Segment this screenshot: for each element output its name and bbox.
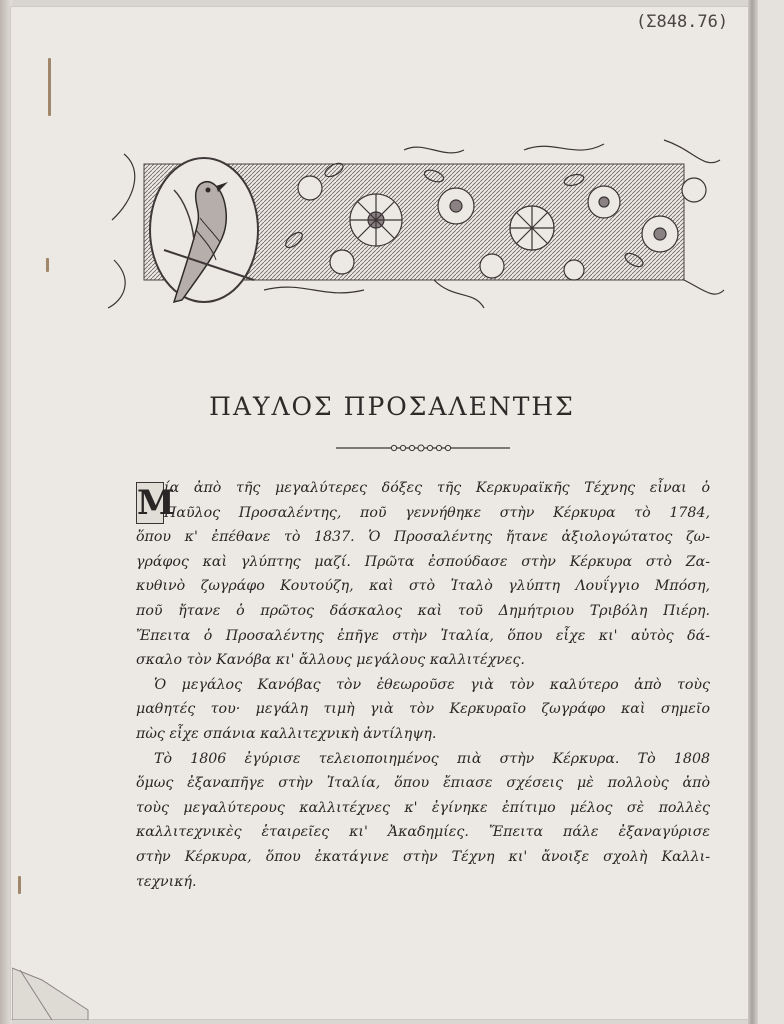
page-title: ΠΑΥΛΟΣ ΠΡΟΣΑΛΕΝΤΗΣ xyxy=(209,392,575,421)
drop-cap-initial: Μ xyxy=(137,483,175,523)
text-line: γράφος καὶ γλύπτης μαζί. Πρῶτα ἐσπούδασε στὴν Κέρκυρα στὸ Ζα- xyxy=(136,553,710,570)
text-line: μαθητές του· μεγάλη τιμὴ γιὰ τὸν Κερκυραῖο ζωγράφο καὶ σημεῖο xyxy=(136,701,710,718)
text-line: στὴν Κέρκυρα, ὅπου ἐκατάγινε στὴν Τέχνη κι' ἄνοιξε σχολὴ Καλλι- xyxy=(136,848,710,865)
staple-mark xyxy=(46,258,49,272)
text-line: ία ἀπὸ τῆς μεγαλύτερες δόξες τῆς Κερκυραϊκῆς Τέχνης εἶναι ὁ xyxy=(164,480,710,496)
paragraph-1 xyxy=(136,476,710,673)
text-line: τεχνική. xyxy=(136,873,197,890)
text-line: Ἔπειτα ὁ Προσαλέντης ἐπῆγε στὴν Ἰταλία, ὅπου εἶχε κι' αὐτὸς δά- xyxy=(136,627,710,644)
text-line: κυθινὸ ζωγράφο Κουτούζη, καὶ στὸ Ἰταλὸ γλύπτη Λουΐγγιο Μπόση, xyxy=(136,578,710,595)
text-line: ὅπου κ' ἐπέθανε τὸ 1837. Ὁ Προσαλέντης ἤτανε ἀξιολογώτατος ζω- xyxy=(136,529,710,546)
text-line: Ὁ μεγάλος Κανόβας τὸν ἐθεωροῦσε γιὰ τὸν καλύτερο ἀπὸ τοὺς xyxy=(154,676,710,693)
text-line: καλλιτεχνικὲς ἑταιρεῖες κι' Ἀκαδημίες. Ἔπειτα πάλε ἐξαναγύρισε xyxy=(136,824,710,841)
paragraph-3 xyxy=(136,747,710,895)
text-line: τοὺς μεγαλύτερους καλλιτέχνες κ' ἐγίνηκε ἐπίτιμο μέλος σὲ πολλὲς xyxy=(136,799,710,816)
text-line: Τὸ 1806 ἐγύρισε τελειοποιημένος πιὰ στὴν Κέρκυρα. Τὸ 1808 xyxy=(154,750,710,767)
text-line: ποῦ ἤτανε ὁ πρῶτος δάσκαλος καὶ τοῦ Δημήτριου Τριβόλη Πιέρη. xyxy=(136,602,710,619)
article-body xyxy=(136,476,710,894)
paper-right-edge xyxy=(748,0,758,1024)
staple-mark xyxy=(48,58,51,116)
text-line: πὼς εἶχε σπάνια καλλιτεχνικὴ ἀντίληψη. xyxy=(136,725,437,742)
text-line: Παῦλος Προσαλέντης, ποῦ γεννήθηκε στὴν Κέρκυρα τὸ 1784, xyxy=(164,504,710,521)
text-line: σκαλο τὸν Κανόβα κι' ἄλλους μεγάλους καλλιτέχνες. xyxy=(136,652,525,669)
floral-bird-vignette xyxy=(104,130,728,315)
title-divider xyxy=(336,442,510,454)
catalog-number: (Σ848.76) xyxy=(636,12,729,32)
text-line: ὅμως ἐξαναπῆγε στὴν Ἰταλία, ὅπου ἔπιασε σχέσεις μὲ πολλοὺς ἀπὸ xyxy=(136,775,710,792)
rust-mark xyxy=(18,876,21,894)
page-corner-fold xyxy=(12,960,92,1020)
paragraph-2 xyxy=(136,673,710,747)
background-strip xyxy=(758,0,784,1024)
